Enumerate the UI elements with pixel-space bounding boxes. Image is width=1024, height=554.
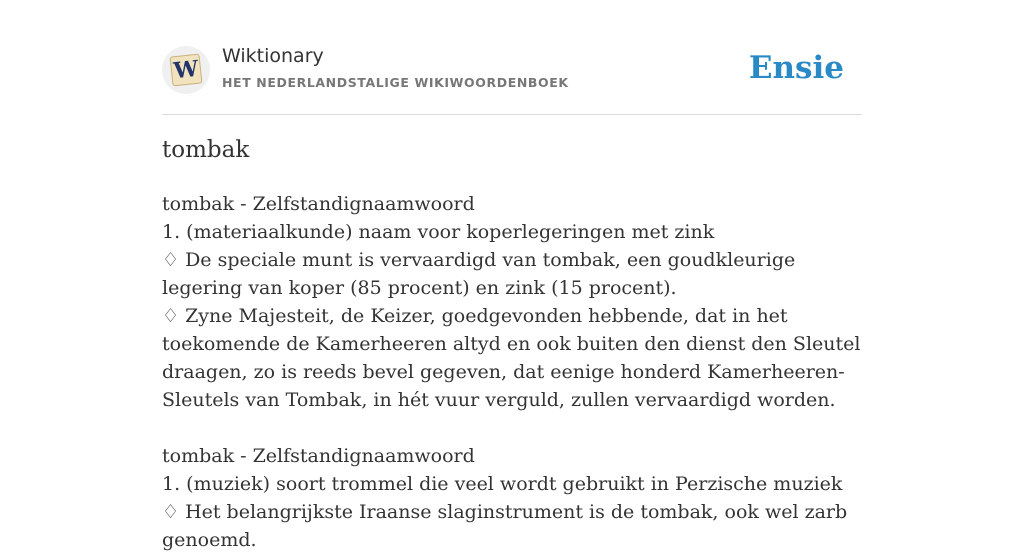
site-header bbox=[162, 0, 862, 115]
site-subtitle: HET NEDERLANDSTALIGE WIKIWOORDENBOEK bbox=[222, 75, 569, 90]
page bbox=[162, 0, 862, 551]
ensie-brand-link[interactable]: Ensie bbox=[748, 50, 844, 86]
entry-definition: 1. (materiaalkunde) naam voor koperlegeringen met zink bbox=[162, 221, 715, 243]
wiktionary-logo-icon[interactable] bbox=[162, 46, 210, 94]
site-name[interactable]: Wiktionary bbox=[222, 45, 324, 67]
entry-example: ♢ Het belangrijkste Iraanse slaginstrument is de tombak, ook wel zarb genoemd. bbox=[162, 501, 848, 551]
entry-example: ♢ De speciale munt is vervaardigd van tombak, een goudkleurige legering van koper (85 procent) en zink (15 procent). bbox=[162, 249, 796, 299]
entry-spacer bbox=[162, 414, 862, 442]
logo-letter: W bbox=[170, 54, 203, 87]
entry-definition: 1. (muziek) soort trommel die veel wordt gebruikt in Perzische muziek bbox=[162, 473, 843, 495]
entries bbox=[162, 190, 862, 554]
entry-heading: tombak - Zelfstandignaamwoord bbox=[162, 445, 475, 467]
page-title: tombak bbox=[162, 137, 250, 163]
entry-heading: tombak - Zelfstandignaamwoord bbox=[162, 193, 475, 215]
entry-example: ♢ Zyne Majesteit, de Keizer, goedgevonden hebbende, dat in het toekomende de Kamerheeren altyd en ook buiten den dienst den Sleutel draagen, zo is reeds bevel gegeven, dat eenige honderd Kamerheeren-Sleutels van Tombak, in hét vuur verguld, zullen vervaardigd worden. bbox=[162, 305, 861, 411]
